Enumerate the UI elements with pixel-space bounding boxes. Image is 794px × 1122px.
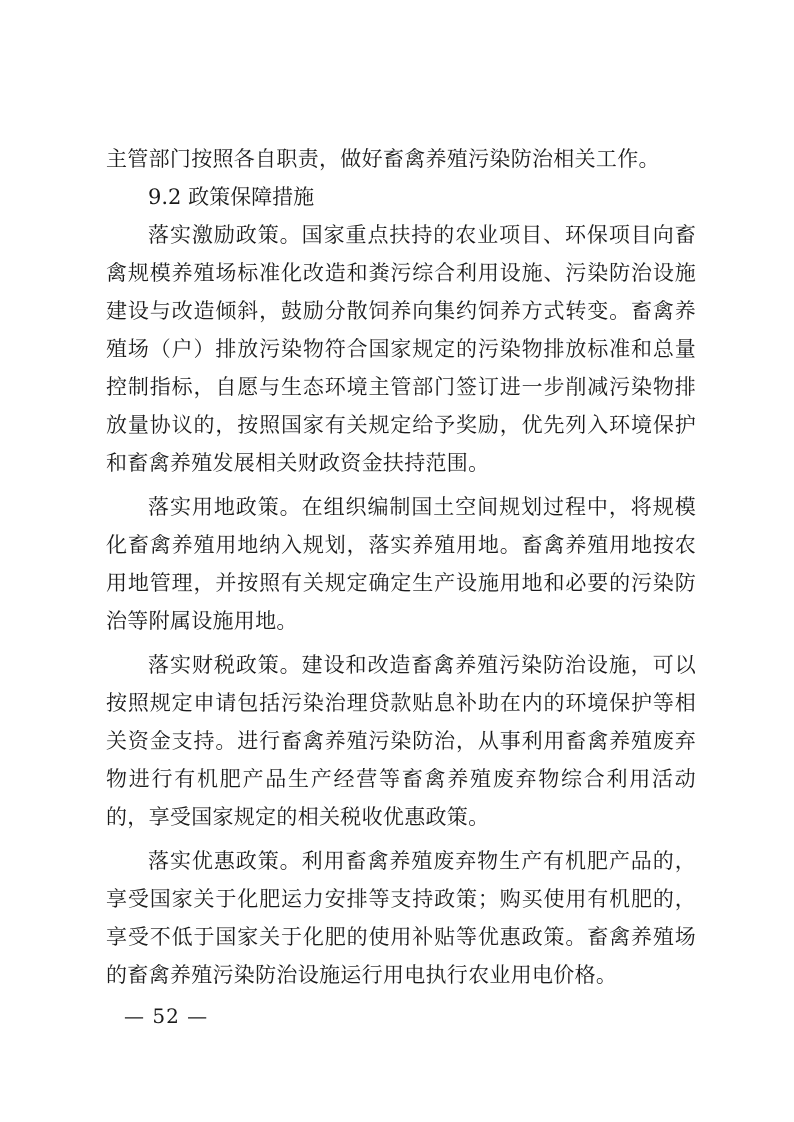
paragraph-preferential-policy: 落实优惠政策。利用畜禽养殖废弃物生产有机肥产品的，享受国家关于化肥运力安排等支持政策；购买使用有机肥的，享受不低于国家关于化肥的使用补贴等优惠政策。畜禽养殖场的畜禽养殖污染防治设施运行用电执行农业用电价格。: [106, 849, 696, 987]
document-body: [106, 140, 696, 994]
paragraph-fiscal-tax-policy: 落实财税政策。建设和改造畜禽养殖污染防治设施，可以按照规定申请包括污染治理贷款贴息补助在内的环境保护等相关资金支持。进行畜禽养殖污染防治，从事利用畜禽养殖废弃物进行有机肥产品生产经营等畜禽养殖废弃物综合利用活动的，享受国家规定的相关税收优惠政策。: [106, 653, 696, 829]
page-number: — 52 —: [124, 1004, 209, 1028]
paragraph-incentive-policy: 落实激励政策。国家重点扶持的农业项目、环保项目向畜禽规模养殖场标准化改造和粪污综合利用设施、污染防治设施建设与改造倾斜，鼓励分散饲养向集约饲养方式转变。畜禽养殖场（户）排放污染物符合国家规定的污染物排放标准和总量控制指标，自愿与生态环境主管部门签订进一步削减污染物排放量协议的，按照国家有关规定给予奖励，优先列入环境保护和畜禽养殖发展相关财政资金扶持范围。: [106, 223, 696, 475]
paragraph-land-policy: 落实用地政策。在组织编制国土空间规划过程中，将规模化畜禽养殖用地纳入规划，落实养殖用地。畜禽养殖用地按农用地管理，并按照有关规定确定生产设施用地和必要的污染防治等附属设施用地。: [106, 495, 696, 633]
continuation-paragraph: 主管部门按照各自职责，做好畜禽养殖污染防治相关工作。: [106, 147, 660, 171]
section-heading: 9.2 政策保障措施: [148, 185, 315, 209]
